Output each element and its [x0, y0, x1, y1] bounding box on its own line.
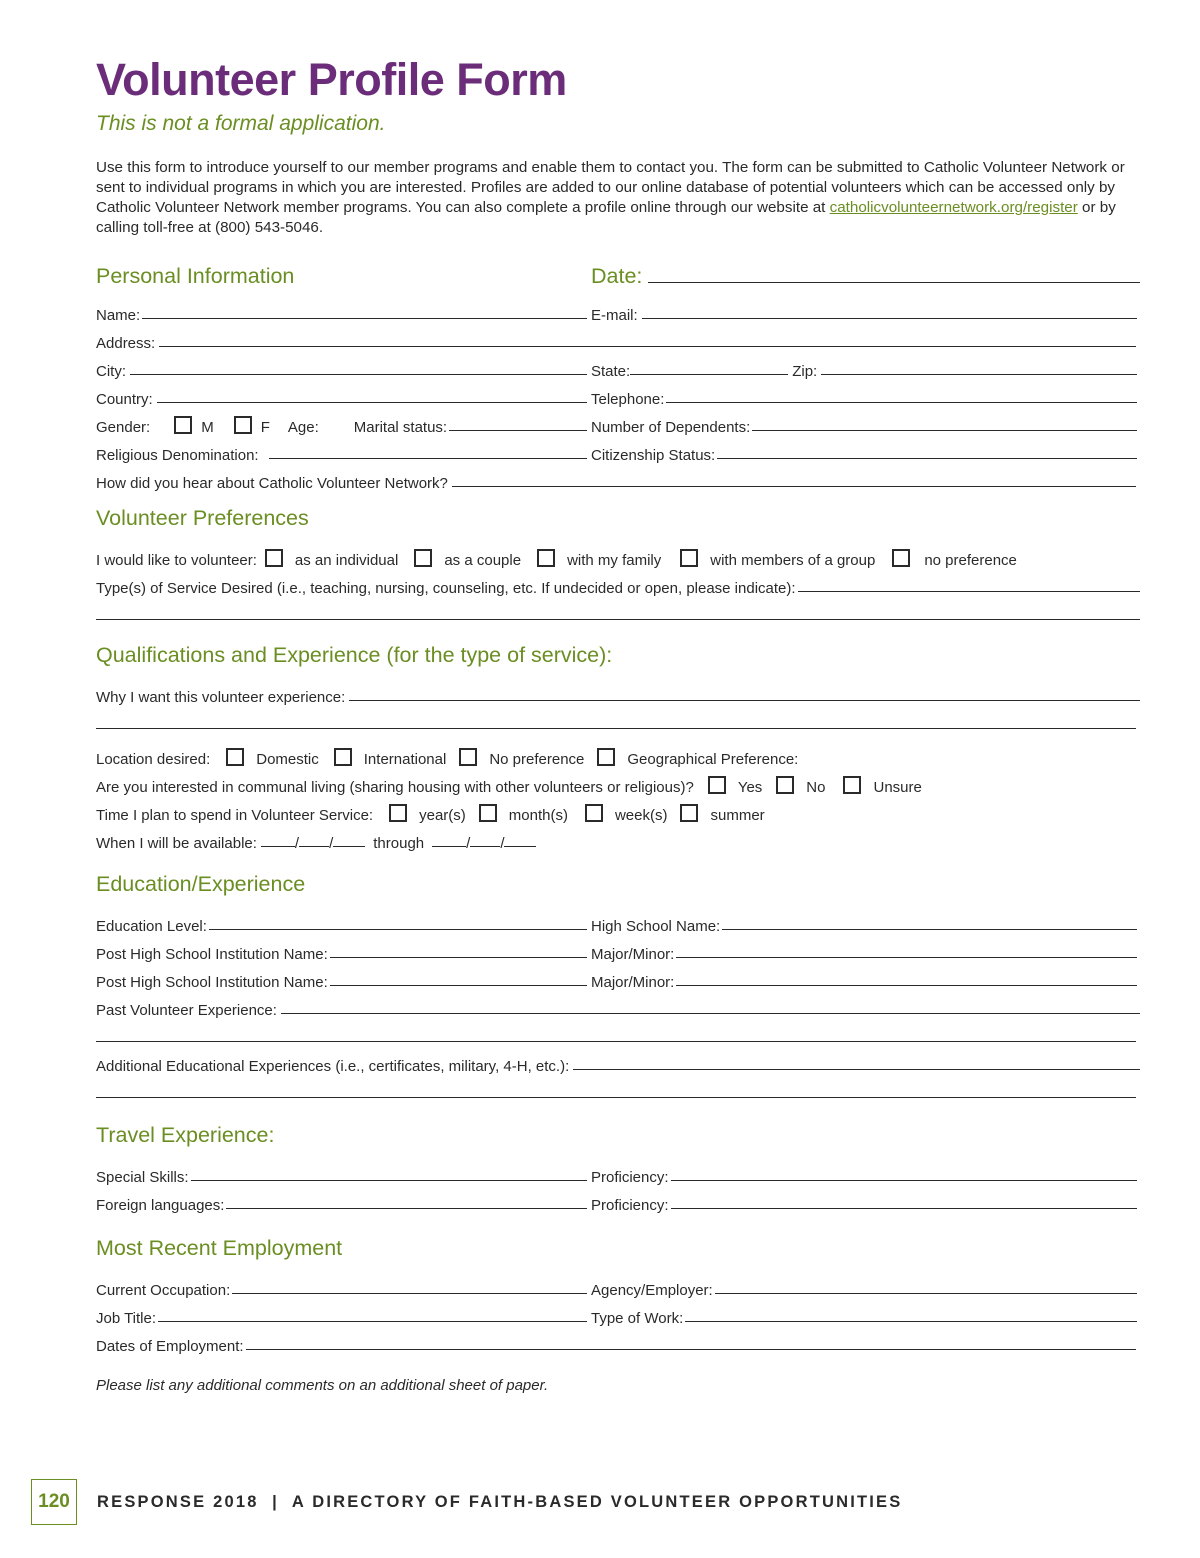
- time-label: Time I plan to spend in Volunteer Service:: [96, 807, 374, 824]
- intro-tail: or by calling toll-free at (800) 543-5046.: [96, 199, 1116, 236]
- major-1-field[interactable]: [591, 946, 1137, 963]
- employment-dates-field[interactable]: [96, 1327, 1140, 1355]
- page-title: Volunteer Profile Form: [96, 54, 567, 105]
- telephone-label: Telephone:: [591, 391, 665, 408]
- agency-field[interactable]: [591, 1282, 1137, 1299]
- family-label: with my family: [567, 552, 662, 569]
- agency-label: Agency/Employer:: [591, 1282, 713, 1299]
- zip-line[interactable]: [821, 374, 1137, 375]
- couple-checkbox[interactable]: [414, 549, 432, 567]
- address-field[interactable]: [96, 324, 1140, 352]
- communal-unsure-checkbox[interactable]: [843, 776, 861, 794]
- work-type-line[interactable]: [685, 1321, 1137, 1322]
- occupation-field[interactable]: [96, 1282, 587, 1299]
- skills-proficiency-label: Proficiency:: [591, 1169, 669, 1186]
- skills-field[interactable]: [96, 1169, 587, 1186]
- skills-proficiency-field[interactable]: [591, 1169, 1137, 1186]
- languages-field[interactable]: [96, 1197, 587, 1214]
- address-label: Address:: [96, 335, 156, 352]
- languages-line[interactable]: [226, 1208, 587, 1209]
- past-volunteer-label: Past Volunteer Experience:: [96, 1002, 277, 1019]
- languages-proficiency-line[interactable]: [671, 1208, 1137, 1209]
- name-line[interactable]: [142, 318, 587, 319]
- major-2-label: Major/Minor:: [591, 974, 675, 991]
- skills-proficiency-line[interactable]: [671, 1180, 1137, 1181]
- through-label: through: [373, 835, 425, 852]
- end-slash-2: /: [500, 835, 505, 852]
- why-label: Why I want this volunteer experience:: [96, 689, 346, 706]
- additional-education-line[interactable]: [573, 1069, 1140, 1070]
- major-2-line[interactable]: [676, 985, 1137, 986]
- religion-label: Religious Denomination:: [96, 447, 259, 464]
- location-no-preference-label: No preference: [489, 751, 585, 768]
- communal-yes-checkbox[interactable]: [708, 776, 726, 794]
- work-type-label: Type of Work:: [591, 1310, 684, 1327]
- communal-yes-label: Yes: [737, 779, 763, 796]
- work-type-field[interactable]: [591, 1310, 1137, 1327]
- communal-row: [96, 768, 1140, 796]
- service-field[interactable]: [96, 569, 1140, 597]
- volunteer-like-label: I would like to volunteer:: [96, 552, 257, 569]
- dependents-line[interactable]: [752, 430, 1137, 431]
- city-field[interactable]: [96, 363, 587, 380]
- high-school-line[interactable]: [722, 929, 1137, 930]
- job-title-line[interactable]: [158, 1321, 587, 1322]
- languages-label: Foreign languages:: [96, 1197, 225, 1214]
- no-preference-label: no preference: [924, 552, 1017, 569]
- years-label: year(s): [419, 807, 466, 824]
- service-line-2-row[interactable]: [96, 597, 1140, 625]
- why-field[interactable]: [96, 678, 1140, 706]
- citizenship-label: Citizenship Status:: [591, 447, 716, 464]
- city-line[interactable]: [130, 374, 587, 375]
- weeks-label: week(s): [614, 807, 668, 824]
- weeks-checkbox[interactable]: [585, 804, 603, 822]
- preferences-heading: Volunteer Preferences: [96, 506, 309, 530]
- dependents-field[interactable]: [591, 419, 1137, 436]
- citizenship-line[interactable]: [717, 458, 1137, 459]
- end-month-line[interactable]: [432, 846, 466, 847]
- page-subtitle: This is not a formal application.: [96, 112, 386, 135]
- education-level-line[interactable]: [209, 929, 587, 930]
- country-line[interactable]: [157, 402, 587, 403]
- service-line[interactable]: [798, 591, 1140, 592]
- education-heading: Education/Experience: [96, 872, 306, 896]
- skills-line[interactable]: [191, 1180, 587, 1181]
- additional-education-field[interactable]: [96, 1047, 1140, 1075]
- email-label: E-mail:: [591, 307, 638, 324]
- post-hs-1-label: Post High School Institution Name:: [96, 946, 328, 963]
- employment-dates-label: Dates of Employment:: [96, 1338, 244, 1355]
- age-label: Age:: [287, 419, 319, 436]
- available-label: When I will be available:: [96, 835, 257, 852]
- post-hs-2-line[interactable]: [330, 985, 587, 986]
- marital-line[interactable]: [449, 430, 587, 431]
- intro-paragraph: [96, 158, 1136, 238]
- geographical-checkbox[interactable]: [597, 748, 615, 766]
- post-hs-2-label: Post High School Institution Name:: [96, 974, 328, 991]
- end-slash-1: /: [466, 835, 471, 852]
- high-school-label: High School Name:: [591, 918, 721, 935]
- date-line[interactable]: [648, 282, 1140, 283]
- geographical-label: Geographical Preference:: [627, 751, 799, 768]
- form-page: [96, 52, 1140, 1394]
- skills-label: Special Skills:: [96, 1169, 189, 1186]
- telephone-field[interactable]: [591, 391, 1137, 408]
- page-number: 120: [31, 1479, 77, 1525]
- education-level-field[interactable]: [96, 918, 587, 935]
- group-checkbox[interactable]: [680, 549, 698, 567]
- gender-f-checkbox[interactable]: [234, 416, 252, 434]
- individual-label: as an individual: [294, 552, 399, 569]
- name-field[interactable]: [96, 307, 587, 324]
- summer-checkbox[interactable]: [680, 804, 698, 822]
- personal-section-header: [96, 258, 1140, 290]
- employment-heading: Most Recent Employment: [96, 1236, 343, 1260]
- occupation-line[interactable]: [232, 1293, 587, 1294]
- start-slash-2: /: [329, 835, 334, 852]
- state-zip-field: [591, 363, 1137, 380]
- family-checkbox[interactable]: [537, 549, 555, 567]
- past-volunteer-line-2-row[interactable]: [96, 1019, 1140, 1047]
- hear-label: How did you hear about Catholic Volunteer Network?: [96, 475, 448, 492]
- telephone-line[interactable]: [666, 402, 1137, 403]
- service-label: Type(s) of Service Desired (i.e., teaching, nursing, counseling, etc. If undecided or open, please indicate):: [96, 580, 796, 597]
- high-school-field[interactable]: [591, 918, 1137, 935]
- religion-line[interactable]: [269, 458, 587, 459]
- state-line[interactable]: [630, 374, 788, 375]
- international-checkbox[interactable]: [334, 748, 352, 766]
- availability-row: [96, 824, 1140, 852]
- employment-dates-line[interactable]: [246, 1349, 1136, 1350]
- agency-line[interactable]: [715, 1293, 1137, 1294]
- group-label: with members of a group: [710, 552, 876, 569]
- domestic-checkbox[interactable]: [226, 748, 244, 766]
- end-year-line[interactable]: [504, 846, 536, 847]
- location-row: [96, 740, 1140, 768]
- register-link[interactable]: catholicvolunteernetwork.org/register: [829, 199, 1078, 216]
- start-month-line[interactable]: [261, 846, 295, 847]
- city-label: City:: [96, 363, 126, 380]
- gender-label: Gender:: [96, 419, 151, 436]
- domestic-label: Domestic: [256, 751, 319, 768]
- years-checkbox[interactable]: [389, 804, 407, 822]
- date-field[interactable]: [591, 262, 1140, 290]
- country-field[interactable]: [96, 391, 587, 408]
- job-title-field[interactable]: [96, 1310, 587, 1327]
- additional-education-label: Additional Educational Experiences (i.e., certificates, military, 4-H, etc.):: [96, 1058, 570, 1075]
- major-2-field[interactable]: [591, 974, 1137, 991]
- email-line[interactable]: [642, 318, 1137, 319]
- major-1-label: Major/Minor:: [591, 946, 675, 963]
- no-preference-checkbox[interactable]: [892, 549, 910, 567]
- months-checkbox[interactable]: [479, 804, 497, 822]
- languages-proficiency-field[interactable]: [591, 1197, 1137, 1214]
- name-label: Name:: [96, 307, 141, 324]
- dependents-label: Number of Dependents:: [591, 419, 751, 436]
- individual-checkbox[interactable]: [265, 549, 283, 567]
- international-label: International: [363, 751, 447, 768]
- communal-no-label: No: [806, 779, 826, 796]
- occupation-label: Current Occupation:: [96, 1282, 231, 1299]
- start-year-line[interactable]: [333, 846, 365, 847]
- marital-label: Marital status:: [353, 419, 448, 436]
- start-day-line[interactable]: [299, 846, 329, 847]
- languages-proficiency-label: Proficiency:: [591, 1197, 669, 1214]
- state-label: State:: [591, 363, 631, 380]
- why-line-2[interactable]: [96, 728, 1136, 729]
- travel-heading: Travel Experience:: [96, 1123, 275, 1147]
- gender-m-label: M: [201, 419, 214, 436]
- country-label: Country:: [96, 391, 153, 408]
- communal-unsure-label: Unsure: [873, 779, 922, 796]
- months-label: month(s): [508, 807, 568, 824]
- location-no-preference-checkbox[interactable]: [459, 748, 477, 766]
- qualifications-heading: Qualifications and Experience (for the type of service):: [96, 643, 613, 667]
- date-label: Date:: [591, 264, 643, 288]
- additional-education-line-2[interactable]: [96, 1097, 1136, 1098]
- volunteer-type-row: [96, 541, 1140, 569]
- time-row: [96, 796, 1140, 824]
- email-field[interactable]: [591, 307, 1137, 324]
- major-1-line[interactable]: [676, 957, 1137, 958]
- gender-f-label: F: [260, 419, 270, 436]
- address-line[interactable]: [159, 346, 1136, 347]
- hear-field[interactable]: [96, 464, 1140, 492]
- post-hs-1-field[interactable]: [96, 946, 587, 963]
- running-title: RESPONSE 2018 | A DIRECTORY OF FAITH-BASED VOLUNTEER OPPORTUNITIES: [97, 1492, 903, 1511]
- gender-m-checkbox[interactable]: [174, 416, 192, 434]
- education-level-label: Education Level:: [96, 918, 207, 935]
- job-title-label: Job Title:: [96, 1310, 157, 1327]
- post-hs-2-field[interactable]: [96, 974, 587, 991]
- communal-label: Are you interested in communal living (sharing housing with other volunteers or religious)?: [96, 779, 694, 796]
- personal-heading: Personal Information: [96, 264, 295, 288]
- page-footer: [31, 1478, 1131, 1526]
- service-line-2[interactable]: [96, 619, 1140, 620]
- post-hs-1-line[interactable]: [330, 957, 587, 958]
- comments-note: Please list any additional comments on an additional sheet of paper.: [96, 1377, 549, 1394]
- hear-line[interactable]: [452, 486, 1136, 487]
- intro-text: Use this form to introduce yourself to our member programs and enable them to contact you. The form can be submitted to Catholic Volunteer Network or sent to individual programs in which you are interested. Profiles are added to our online database of potential volunteers which can be accessed only by Catholic Volunteer Network member programs. You can also complete a profile online through our website at: [96, 159, 1125, 216]
- past-volunteer-field[interactable]: [96, 991, 1140, 1019]
- religion-field[interactable]: [96, 447, 587, 464]
- start-slash-1: /: [294, 835, 300, 852]
- zip-label: Zip:: [792, 363, 818, 380]
- why-line-2-row[interactable]: [96, 706, 1140, 734]
- communal-no-checkbox[interactable]: [776, 776, 794, 794]
- past-volunteer-line[interactable]: [281, 1013, 1140, 1014]
- citizenship-field[interactable]: [591, 447, 1137, 464]
- past-volunteer-line-2[interactable]: [96, 1041, 1136, 1042]
- couple-label: as a couple: [444, 552, 522, 569]
- summer-label: summer: [710, 807, 765, 824]
- location-label: Location desired:: [96, 751, 211, 768]
- end-day-line[interactable]: [470, 846, 500, 847]
- additional-education-line-2-row[interactable]: [96, 1075, 1140, 1103]
- why-line[interactable]: [349, 700, 1140, 701]
- gender-age-marital: [96, 416, 587, 436]
